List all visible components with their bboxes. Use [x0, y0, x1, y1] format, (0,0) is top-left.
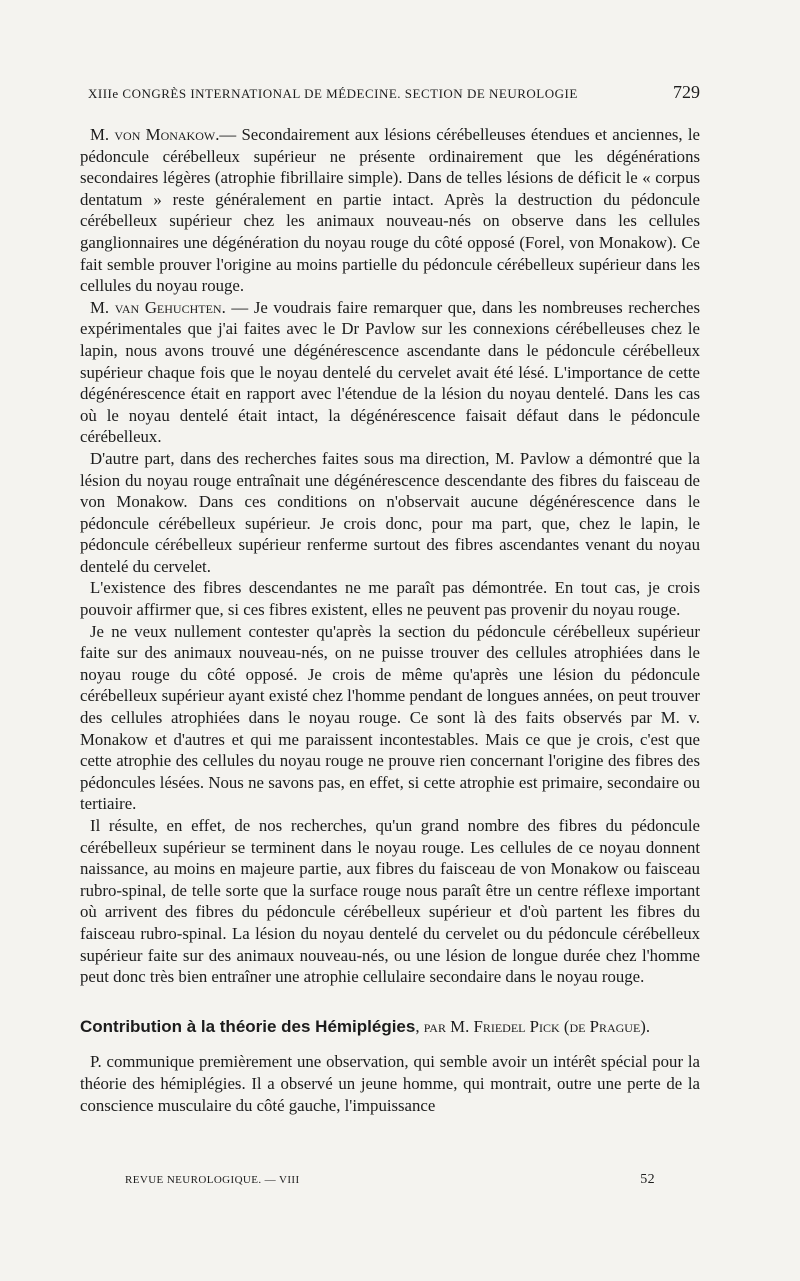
paragraph-text: Je ne veux nullement contester qu'après la section du pédoncule cérébelleux supérieur faite sur des animaux nouveau-nés, on ne puisse trouver des cellules atrophiées dans le noyau rouge du côté opposé. Je crois de même qu'après une lésion du pédoncule cérébelleux supérieur ayant existé chez l'homme pendant de longues années, on peut trouver des cellules atrophiées dans le noyau rouge. Ce sont là des faits observés par M. v. Monakow et d'autres et qui me paraissent incontestables. Mais ce que je crois, c'est que cette atrophie des cellules du noyau rouge ne prouve rien concernant l'origine des fibres des pédoncules lésées. Nous ne savons pas, en effet, si cette atrophie est primaire, secondaire ou tertiaire. — [80, 621, 700, 814]
page-number: 729 — [673, 82, 700, 102]
paragraph-text: D'autre part, dans des recherches faites sous ma direction, M. Pavlow a démontré que la lésion du noyau rouge entraînait une dégénérescence descendante des fibres du faisceau de von Monakow. Dans ces conditions on n'observait aucune dégénérescence dans le pédoncule cérébelleux supérieur. Je crois donc, pour ma part, que, chez le lapin, le pédoncule cérébelleux supérieur renferme surtout des fibres ascendantes venant du noyau dentelé du cervelet. — [80, 448, 700, 576]
page-footer — [125, 1174, 655, 1186]
signature-mark: 52 — [640, 1172, 655, 1187]
paragraph — [80, 1051, 700, 1116]
paragraph — [80, 448, 700, 578]
paragraph-text: P. communique premièrement une observation, qui semble avoir un intérêt spécial pour la théorie des hémiplégies. Il a observé un jeune homme, qui montrait, outre une perte de la conscience musculaire du côté gauche, l'impuissance — [80, 1052, 700, 1115]
paragraph — [80, 815, 700, 988]
section-title: Contribution à la théorie des Hémiplégies — [80, 1016, 416, 1036]
paragraph-text: — Secondairement aux lésions cérébelleuses étendues et anciennes, le pédoncule cérébelleux supérieur ne présente ordinairement que les dégénérations secondaires légères (atrophie fibrillaire simple). Dans de telles lésions de déficit le « corpus dentatum » reste généralement en partie intact. Après la destruction du pédoncule cérébelleux supérieur chez les animaux nouveau-nés on observe dans les cellules ganglionnaires une dégénération du noyau rouge du côté opposé (Forel, von Monakow). Ce fait semble prouver l'origine au moins partielle du pédoncule cérébelleux supérieur dans les cellules du noyau rouge. — [80, 125, 700, 296]
running-header — [88, 82, 700, 102]
paragraph — [80, 297, 700, 448]
speaker-name: M. von Monakow. — [90, 125, 220, 144]
speaker-name: M. van Gehuchten. — [90, 297, 226, 317]
paragraph-text: L'existence des fibres descendantes ne me paraît pas démontrée. En tout cas, je crois pouvoir affirmer que, si ces fibres existent, elles ne peuvent pas provenir du noyau rouge. — [80, 578, 700, 620]
paragraph — [80, 124, 700, 297]
journal-name: REVUE NEUROLOGIQUE. — VIII — [125, 1174, 300, 1186]
running-title: XIIIe CONGRÈS INTERNATIONAL DE MÉDECINE. SECTION DE NEUROLOGIE — [88, 86, 578, 101]
paragraph — [80, 577, 700, 620]
section-heading — [80, 1016, 700, 1038]
paragraph-text: Il résulte, en effet, de nos recherches, qu'un grand nombre des fibres du pédoncule cérébelleux supérieur se terminent dans le noyau rouge. Les cellules de ce noyau donnent naissance, au moins en majeure partie, aux fibres du faisceau de von Monakow ou faisceau rubro-spinal, de telle sorte que la surface rouge nous paraît être un centre réflexe important où arrivent des fibres du pédoncule cérébelleux supérieur et d'où partent les fibres du faisceau rubro-spinal. La lésion du noyau dentelé du cervelet ou du pédoncule cérébelleux supérieur faite sur des animaux nouveau-nés, ou une lésion de longue durée chez l'homme peut donc très bien entraîner une atrophie cellulaire secondaire dans le noyau rouge. — [80, 816, 700, 987]
paragraph — [80, 621, 700, 815]
section-byline: , par M. Friedel Pick (de Prague). — [415, 1016, 651, 1036]
body-text — [80, 124, 700, 1116]
paragraph-text: — Je voudrais faire remarquer que, dans les nombreuses recherches expérimentales que j'ai faites avec le Dr Pavlow sur les connexions cérébelleuses chez le lapin, nous avons trouvé une dégénérescence ascendante dans le pédoncule cérébelleux supérieur chaque fois que le noyau dentelé du cervelet avait été lésé. L'importance de cette dégénérescence était en rapport avec l'étendue de la lésion du noyau dentelé. Dans les cas où le noyau dentelé était intact, la dégénérescence faisait défaut dans le pédoncule cérébelleux. — [80, 297, 700, 447]
